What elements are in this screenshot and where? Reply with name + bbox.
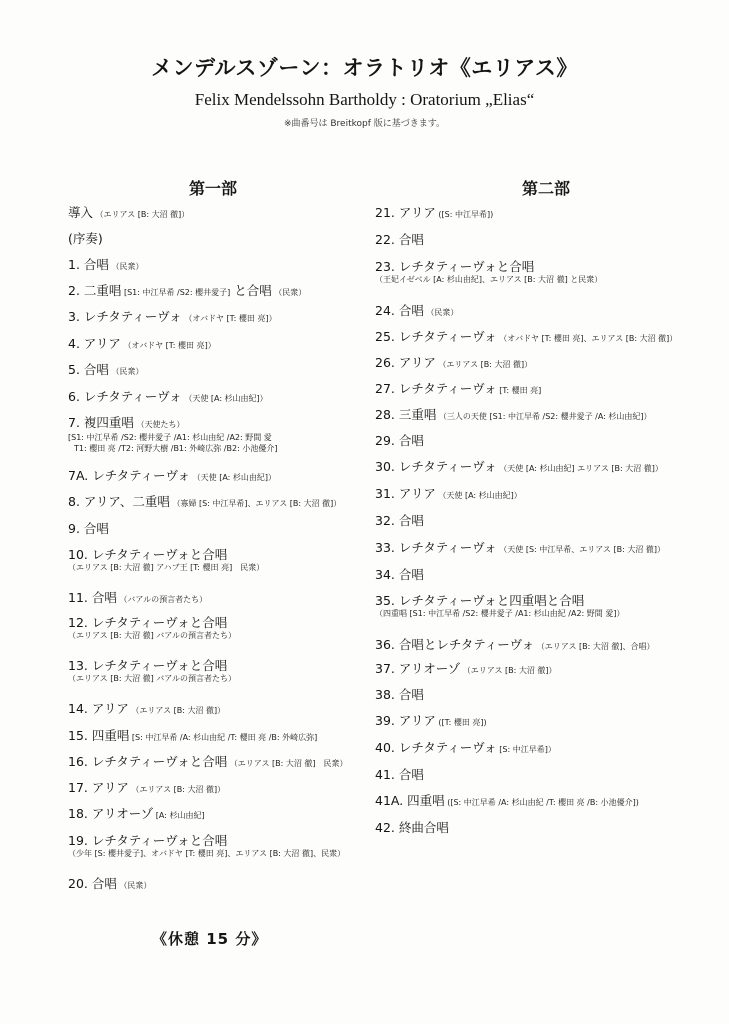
item-title: 7A. レチタティーヴォ — [68, 468, 191, 483]
item-line — [375, 513, 424, 528]
part2-item — [375, 259, 602, 285]
item-line — [375, 687, 424, 702]
item-performers: （民衆） — [108, 367, 144, 376]
item-subline: T1: 櫻田 亮 /T2: 河野大樹 /B1: 外崎広弥 /B2: 小池優介] — [74, 444, 278, 453]
item-performers: （民衆） — [423, 308, 459, 317]
item-title: 18. アリオーゾ — [68, 806, 154, 821]
item-subline: [S1: 中江早希 /S2: 櫻井愛子 /A1: 杉山由紀 /A2: 野間 愛 — [68, 433, 272, 442]
item-performers: （オバドヤ [T: 櫻田 亮]） — [181, 314, 277, 323]
item-subline: （王妃イゼベル [A: 杉山由紀]、エリアス [B: 大沼 徹] と民衆） — [375, 275, 603, 284]
item-performers: （民衆） — [108, 262, 144, 271]
item-line — [68, 615, 236, 630]
part2-item — [375, 740, 556, 757]
part2-item — [375, 303, 458, 320]
item-title: 23. レチタティーヴォと合唱 — [375, 259, 535, 274]
item-line — [68, 547, 264, 562]
part1-item — [68, 547, 264, 573]
item-title: 36. 合唱とレチタティーヴォ — [375, 637, 535, 652]
item-performers: （エリアス [B: 大沼 徹] 民衆） — [227, 759, 348, 768]
part2-item — [375, 540, 665, 557]
item-line — [68, 415, 277, 432]
item-performers: （天使 [A: 杉山由紀]） — [190, 473, 277, 482]
item-title: 42. 終曲合唱 — [375, 820, 449, 835]
item-title: 41. 合唱 — [375, 767, 424, 782]
item-performers: （天使 [S: 中江早希、エリアス [B: 大沼 徹]） — [496, 545, 665, 554]
item-title: 39. アリア — [375, 713, 436, 728]
item-line — [375, 355, 532, 372]
item-title: 22. 合唱 — [375, 232, 424, 247]
item-title: 9. 合唱 — [68, 521, 109, 536]
part1-item — [68, 468, 276, 485]
item-performers: ([S: 中江早希 /A: 杉山由紀 /T: 櫻田 亮 /B: 小池優介]) — [444, 798, 639, 807]
part2-item — [375, 329, 677, 346]
part2-item — [375, 381, 541, 398]
item-title: 30. レチタティーヴォ — [375, 459, 497, 474]
item-line — [68, 389, 268, 406]
part2-item — [375, 593, 624, 619]
item-subline: （四重唱 [S1: 中江早希 /S2: 櫻井愛子 /A1: 杉山由紀 /A2: 野間 愛]） — [375, 609, 625, 618]
item-title: 11. 合唱 — [68, 590, 117, 605]
item-title: 14. アリア — [68, 701, 129, 716]
part2-item — [375, 637, 655, 654]
item-performers: （エリアス [B: 大沼 徹]、合唱） — [534, 642, 655, 651]
item-title: 41A. 四重唱 — [375, 793, 445, 808]
item-title: 3. レチタティーヴォ — [68, 309, 182, 324]
item-title: 34. 合唱 — [375, 567, 424, 582]
part1-item — [68, 876, 151, 893]
item-title: 28. 三重唱 — [375, 407, 437, 422]
part2-item — [375, 767, 424, 782]
part2-item — [375, 661, 557, 678]
item-title: 13. レチタティーヴォと合唱 — [68, 658, 228, 673]
edition-note: ※曲番号は Breitkopf 版に基づきます。 — [283, 119, 446, 129]
item-title: 19. レチタティーヴォと合唱 — [68, 833, 228, 848]
part1-item — [68, 780, 225, 797]
item-performers: [A: 杉山由紀] — [153, 811, 205, 820]
item-title: 27. レチタティーヴォ — [375, 381, 497, 396]
item-line — [375, 567, 424, 582]
part1-item — [68, 833, 345, 859]
item-line — [375, 661, 557, 678]
item-line — [375, 767, 424, 782]
item-line — [375, 593, 624, 608]
item-performers: ([T: 櫻田 亮]) — [435, 718, 487, 727]
part1-item — [68, 415, 277, 454]
item-line — [68, 876, 151, 893]
part1-item — [68, 701, 225, 718]
part1-item — [68, 205, 189, 222]
item-performers: [S: 中江早希 /A: 杉山由紀 /T: 櫻田 亮 /B: 外崎広弥] — [129, 733, 318, 742]
item-line — [68, 283, 306, 300]
item-performers: （エリアス [B: 大沼 徹]） — [128, 706, 226, 715]
item-title: 8. アリア、二重唱 — [68, 494, 170, 509]
item-title: 5. 合唱 — [68, 362, 109, 377]
item-line — [68, 336, 216, 353]
item-title: 40. レチタティーヴォ — [375, 740, 497, 755]
item-line — [375, 259, 602, 274]
item-line — [375, 793, 639, 810]
item-title: (序奏) — [68, 231, 103, 246]
item-title: 16. レチタティーヴォと合唱 — [68, 754, 228, 769]
part1-heading: 第一部 — [189, 179, 238, 198]
item-title: 7. 複四重唱 — [68, 415, 134, 430]
item-title: 25. レチタティーヴォ — [375, 329, 497, 344]
item-performers: （オバドヤ [T: 櫻田 亮]、エリアス [B: 大沼 徹]） — [496, 334, 678, 343]
item-performers: [S: 中江早希]） — [496, 745, 556, 754]
item-line — [68, 362, 143, 379]
item-title: 6. レチタティーヴォ — [68, 389, 182, 404]
part1-item — [68, 494, 341, 511]
item-line — [375, 540, 665, 557]
part2-heading: 第二部 — [522, 179, 571, 198]
item-title: 2. 二重唱 — [68, 283, 122, 298]
item-line — [375, 407, 652, 424]
part1-item — [68, 754, 348, 771]
part2-item — [375, 513, 424, 528]
item-line — [375, 637, 655, 654]
item-title: 29. 合唱 — [375, 433, 424, 448]
item-title: 17. アリア — [68, 780, 129, 795]
item-line — [68, 205, 189, 222]
item-line — [375, 459, 663, 476]
item-title: 37. アリオーゾ — [375, 661, 461, 676]
item-title: 20. 合唱 — [68, 876, 117, 891]
part1-item — [68, 283, 306, 300]
part2-item — [375, 459, 663, 476]
item-title: 1. 合唱 — [68, 257, 109, 272]
part2-item — [375, 713, 487, 730]
item-subline: （少年 [S: 櫻井愛子]、オバドヤ [T: 櫻田 亮]、エリアス [B: 大沼 徹]、民衆） — [68, 849, 346, 858]
item-line — [68, 728, 317, 745]
item-performers: （天使 [A: 杉山由紀] エリアス [B: 大沼 徹]） — [496, 464, 663, 473]
item-subline: （エリアス [B: 大沼 徹] アハブ王 [T: 櫻田 亮] 民衆） — [68, 563, 265, 572]
item-performers: （バアルの預言者たち） — [116, 595, 208, 604]
item-line — [68, 494, 341, 511]
item-line — [375, 232, 424, 247]
item-line — [68, 701, 225, 718]
item-title: 21. アリア — [375, 205, 436, 220]
item-performers: ([S: 中江早希]) — [435, 210, 494, 219]
item-performers: （天使たち） — [133, 420, 185, 429]
item-title: 31. アリア — [375, 486, 436, 501]
item-title: 10. レチタティーヴォと合唱 — [68, 547, 228, 562]
part2-item — [375, 232, 424, 247]
item-title: 12. レチタティーヴォと合唱 — [68, 615, 228, 630]
item-performers: （三人の天使 [S1: 中江早希 /S2: 櫻井愛子 /A: 杉山由紀]） — [436, 412, 652, 421]
part2-item — [375, 820, 449, 835]
item-performers-cont: （民衆） — [271, 288, 307, 297]
item-line — [375, 486, 522, 503]
item-performers: （エリアス [B: 大沼 徹]） — [93, 210, 190, 219]
item-line — [375, 820, 449, 835]
part1-item — [68, 806, 205, 823]
item-line — [375, 205, 493, 222]
part1-item — [68, 362, 143, 379]
part1-item — [68, 389, 268, 406]
part1-item — [68, 728, 317, 745]
item-line — [68, 833, 345, 848]
item-performers: （天使 [A: 杉山由紀]） — [181, 394, 268, 403]
part1-item — [68, 336, 216, 353]
part2-item — [375, 793, 639, 810]
item-subline: （エリアス [B: 大沼 徹] バアルの預言者たち） — [68, 674, 236, 683]
item-performers: （寡婦 [S: 中江早希]、エリアス [B: 大沼 徹]） — [169, 499, 342, 508]
intermission-label: 《休憩 15 分》 — [152, 930, 268, 948]
part1-item — [68, 309, 277, 326]
page-subtitle: Felix Mendelssohn Bartholdy : Oratorium „Elias“ — [194, 90, 535, 109]
item-line — [68, 754, 348, 771]
item-performers: （天使 [A: 杉山由紀]） — [435, 491, 522, 500]
item-line — [68, 780, 225, 797]
item-performers: （オバドヤ [T: 櫻田 亮]） — [120, 341, 216, 350]
item-title: 26. アリア — [375, 355, 436, 370]
part1-item — [68, 590, 207, 607]
part1-item — [68, 658, 236, 684]
item-title: 33. レチタティーヴォ — [375, 540, 497, 555]
part2-item — [375, 407, 652, 424]
item-line — [375, 713, 487, 730]
item-title: 24. 合唱 — [375, 303, 424, 318]
item-line — [68, 590, 207, 607]
item-line — [375, 433, 424, 448]
item-performers: （エリアス [B: 大沼 徹]） — [128, 785, 226, 794]
part2-item — [375, 567, 424, 582]
item-title: 32. 合唱 — [375, 513, 424, 528]
item-title: 38. 合唱 — [375, 687, 424, 702]
item-line — [68, 257, 143, 274]
part1-item — [68, 615, 236, 641]
item-title-cont: と合唱 — [230, 283, 272, 298]
part2-item — [375, 205, 493, 222]
part2-item — [375, 687, 424, 702]
item-title: 4. アリア — [68, 336, 121, 351]
item-line — [68, 521, 109, 536]
part1-item — [68, 521, 109, 536]
item-performers: （エリアス [B: 大沼 徹]） — [460, 666, 557, 675]
item-line — [68, 309, 277, 326]
item-line — [68, 468, 276, 485]
item-performers: （民衆） — [116, 881, 152, 890]
item-line — [68, 231, 103, 246]
item-title: 導入 — [68, 205, 94, 220]
part1-item — [68, 257, 143, 274]
part2-item — [375, 433, 424, 448]
part2-item — [375, 355, 532, 372]
item-line — [68, 806, 205, 823]
item-performers: [T: 櫻田 亮] — [496, 386, 542, 395]
item-line — [375, 329, 677, 346]
item-line — [375, 740, 556, 757]
part1-item — [68, 231, 103, 246]
item-subline: （エリアス [B: 大沼 徹] バアルの預言者たち） — [68, 631, 236, 640]
item-performers: （エリアス [B: 大沼 徹]） — [435, 360, 533, 369]
item-line — [375, 381, 541, 398]
item-performers: [S1: 中江早希 /S2: 櫻井愛子] — [121, 288, 231, 297]
item-line — [68, 658, 236, 673]
item-title: 35. レチタティーヴォと四重唱と合唱 — [375, 593, 585, 608]
item-line — [375, 303, 458, 320]
item-title: 15. 四重唱 — [68, 728, 130, 743]
page-title: メンデルスゾーン：オラトリオ《エリアス》 — [151, 56, 578, 80]
part2-item — [375, 486, 522, 503]
